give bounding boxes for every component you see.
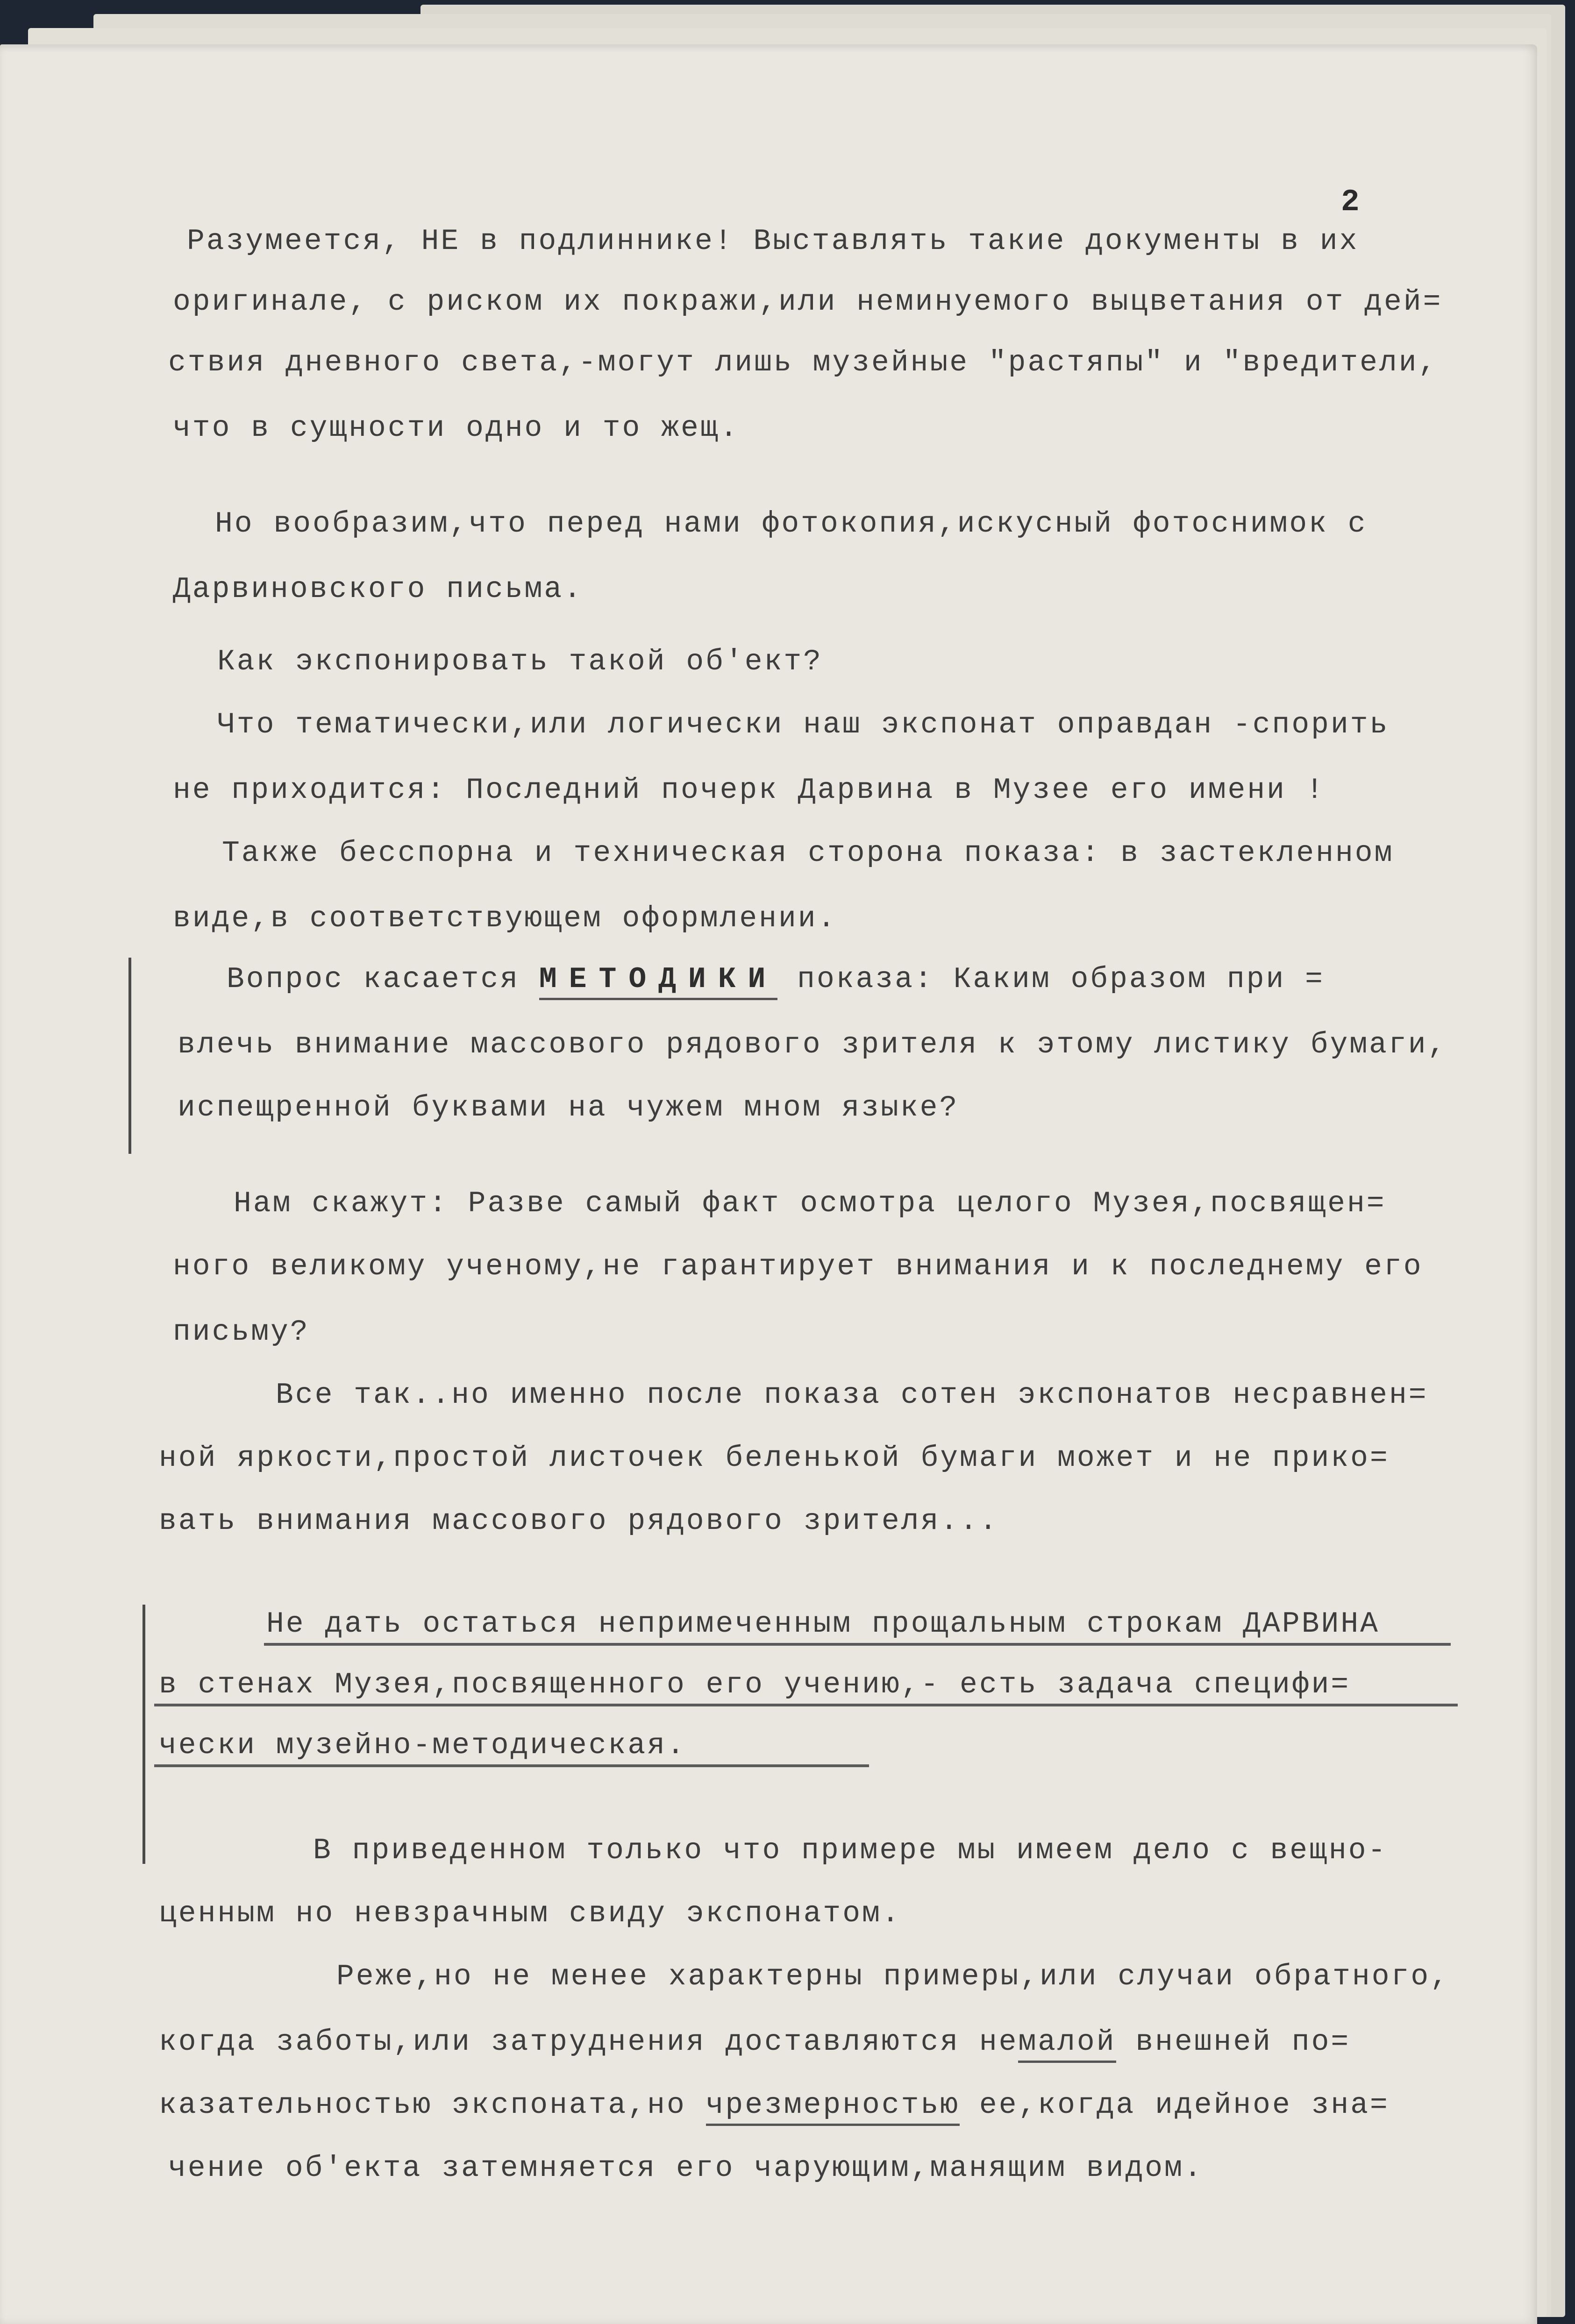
text-line: ценным но невзрачным свиду экспонатом. — [159, 1897, 901, 1930]
text-line: ного великому ученому,не гарантирует внимания и к последнему его — [173, 1250, 1423, 1283]
underlined-word: малой — [1018, 2026, 1116, 2063]
underlined-word: чрезмерностью — [706, 2089, 960, 2126]
text-line: влечь внимание массового рядового зрителя к этому листику бумаги, — [178, 1028, 1447, 1061]
margin-bar — [128, 958, 131, 1154]
text-line: чение об'екта затемняется его чарующим,манящим видом. — [168, 2152, 1204, 2185]
text-span: показа: Каким образом при = — [797, 963, 1325, 996]
text-line: Все так..но именно после показа сотен экспонатов несравнен= — [276, 1379, 1428, 1412]
text-line: Как экспонировать такой об'ект? — [217, 645, 823, 678]
text-line — [159, 2027, 1350, 2057]
emphasized-word: МЕТОДИКИ — [539, 963, 777, 1000]
text-line: Что тематически,или логически наш экспонат оправдан -спорить — [217, 708, 1390, 741]
text-line: письму? — [173, 1315, 310, 1349]
text-line: в стенах Музея,посвященного его учению,- есть задача специфи= — [159, 1668, 1351, 1701]
underline — [154, 1704, 1458, 1706]
text-line: ствия дневного света,-могут лишь музейные "растяпы" и "вредители, — [168, 346, 1438, 379]
text-line: Дарвиновского письма. — [173, 573, 583, 606]
text-line: ной яркости,простой листочек беленькой бумаги может и не прико= — [159, 1442, 1390, 1475]
text-line — [159, 2090, 1390, 2120]
text-line — [227, 965, 1325, 994]
text-line: Но вообразим,что перед нами фотокопия,искусный фотоснимок с — [215, 507, 1368, 540]
text-span: Вопрос касается — [227, 963, 520, 996]
text-line: Разумеется, НЕ в подлиннике! Выставлять такие документы в их — [187, 225, 1359, 258]
text-line: не приходится: Последний почерк Дарвина в Музее его имени ! — [173, 774, 1326, 807]
text-span: внешней по= — [1135, 2026, 1351, 2059]
text-line: В приведенном только что примере мы имеем дело с вещно- — [313, 1834, 1388, 1867]
text-line: оригинале, с риском их покражи,или неминуемого выцветания от дей= — [173, 285, 1443, 319]
text-span: когда заботы,или затруднения доставляются не — [159, 2026, 1019, 2059]
text-span: казательностью экспоната,но — [159, 2089, 686, 2122]
text-line: Реже,но не менее характерны примеры,или случаи обратного, — [336, 1960, 1450, 1993]
text-line: испещренной буквами на чужем мном языке? — [178, 1091, 959, 1124]
text-line: что в сущности одно и то жещ. — [173, 412, 740, 445]
text-line: Не дать остаться непримеченным прощальным строкам ДАРВИНА — [266, 1607, 1380, 1641]
text-line: виде,в соответствующем оформлении. — [173, 902, 837, 935]
text-line: чески музейно-методическая. — [159, 1729, 686, 1762]
typewritten-page — [0, 44, 1537, 2324]
page-number: 2 — [1341, 185, 1360, 220]
text-line: вать внимания массового рядового зрителя... — [159, 1505, 999, 1538]
text-line: Нам скажут: Разве самый факт осмотра целого Музея,посвящен= — [234, 1187, 1386, 1220]
margin-bar — [143, 1605, 145, 1864]
text-line: Также бесспорна и техническая сторона показа: в застекленном — [222, 837, 1394, 870]
underline — [264, 1643, 1451, 1646]
text-span: ее,когда идейное зна= — [979, 2089, 1390, 2122]
underline — [154, 1764, 869, 1767]
